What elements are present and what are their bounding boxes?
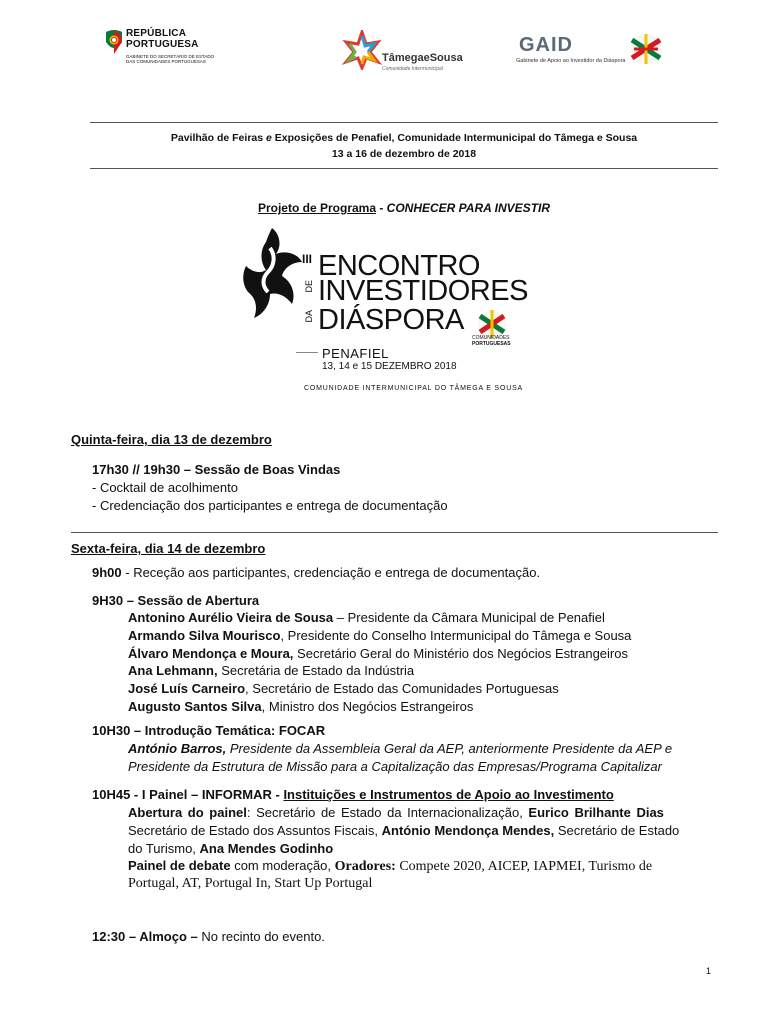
speaker-1: Antonino Aurélio Vieira de Sousa – Presidente da Câmara Municipal de Penafiel bbox=[128, 610, 605, 625]
event-dates: 13, 14 e 15 DEZEMBRO 2018 bbox=[322, 361, 457, 372]
thursday-heading: Quinta-feira, dia 13 de dezembro bbox=[71, 432, 272, 447]
diaspora-star-icon bbox=[240, 226, 304, 322]
event-cim: COMUNIDADE INTERMUNICIPAL DO TÂMEGA E SOUSA bbox=[304, 385, 524, 392]
project-title: Projeto de Programa - CONHECER PARA INVESTIR bbox=[257, 201, 551, 215]
thursday-item-2: - Credenciação dos participantes e entrega de documentação bbox=[92, 498, 448, 513]
speaker-6: Augusto Santos Silva, Ministro dos Negócios Estrangeiros bbox=[128, 699, 474, 714]
gaid-sub: Gabinete de Apoio ao Investidor da Diáspora bbox=[516, 58, 626, 64]
event-de: DE bbox=[304, 280, 314, 293]
tamega-sub: Comunidade Intermunicipal bbox=[382, 66, 443, 72]
tamega-star-icon bbox=[342, 30, 382, 70]
speaker-3: Álvaro Mendonça e Moura, Secretário Geral do Ministério dos Negócios Estrangeiros bbox=[128, 646, 628, 661]
tamega-sousa-logo bbox=[342, 26, 472, 76]
city-dash bbox=[296, 352, 318, 353]
event-logo bbox=[236, 222, 536, 402]
republica-sub-line1: GABINETE DO SECRETÁRIO DE ESTADO bbox=[126, 54, 215, 59]
event-line1: ENCONTRO bbox=[318, 250, 480, 282]
panel-debate-line-2: Portugal, AT, Portugal In, Start Up Portugal bbox=[128, 876, 373, 891]
day-divider bbox=[71, 532, 718, 533]
republica-line1: REPÚBLICA bbox=[126, 28, 187, 39]
venue-dates: 13 a 16 de dezembro de 2018 bbox=[331, 148, 477, 160]
panel-opening-line-2: Secretário de Estado dos Assuntos Fiscais, António Mendonça Mendes, Secretário de Estado bbox=[128, 823, 680, 838]
lunch: 12:30 – Almoço – No recinto do evento. bbox=[92, 929, 325, 944]
event-da: DA bbox=[304, 310, 314, 323]
event-line2: INVESTIDORES bbox=[318, 275, 528, 307]
project-label: Projeto de Programa bbox=[257, 201, 376, 215]
opening-title: 9H30 – Sessão de Abertura bbox=[92, 593, 260, 608]
panel-title: 10H45 - I Painel – INFORMAR - Instituições e Instrumentos de Apoio ao Investimento bbox=[92, 787, 614, 802]
intro-line-2: Presidente da Estrutura de Missão para a Capitalização das Empresas/Programa Capitalizar bbox=[128, 759, 662, 774]
header-logos bbox=[0, 0, 770, 110]
comunidades-label: COMUNIDADES PORTUGUESAS bbox=[472, 335, 511, 347]
event-line3: DIÁSPORA bbox=[318, 304, 464, 336]
portugal-emblem-icon bbox=[104, 28, 124, 54]
republica-sub-line2: DAS COMUNIDADES PORTUGUESAS bbox=[126, 59, 206, 64]
panel-debate-line-1: Painel de debate com moderação, Oradores: Compete 2020, AICEP, IAPMEI, Turismo de bbox=[128, 858, 653, 874]
friday-reception: 9h00 - Receção aos participantes, credenciação e entrega de documentação. bbox=[92, 565, 541, 580]
thursday-item-1: - Cocktail de acolhimento bbox=[92, 480, 238, 495]
page-number: 1 bbox=[706, 966, 712, 976]
event-city: PENAFIEL bbox=[322, 346, 389, 361]
tamega-name: TâmegaeSousa bbox=[382, 52, 463, 64]
intro-line-1: António Barros, Presidente da Assembleia Geral da AEP, anteriormente Presidente da AEP e bbox=[128, 741, 673, 756]
venue-line1: Pavilhão de Feiras e Exposições de Penafiel, Comunidade Intermunicipal do Tâmega e Sousa bbox=[170, 132, 638, 144]
speaker-4: Ana Lehmann, Secretária de Estado da Indústria bbox=[128, 663, 415, 678]
speaker-5: José Luís Carneiro, Secretário de Estado das Comunidades Portuguesas bbox=[128, 681, 559, 696]
panel-opening-line-3: do Turismo, Ana Mendes Godinho bbox=[128, 841, 334, 856]
gaid-logo bbox=[516, 34, 676, 74]
republica-portuguesa-logo bbox=[104, 28, 224, 86]
top-rule bbox=[90, 122, 718, 123]
republica-line2: PORTUGUESA bbox=[126, 39, 199, 50]
comunidades-ribbon-icon bbox=[628, 32, 664, 66]
friday-heading: Sexta-feira, dia 14 de dezembro bbox=[71, 541, 266, 556]
intro-title: 10H30 – Introdução Temática: FOCAR bbox=[92, 723, 326, 738]
thursday-session-title: 17h30 // 19h30 – Sessão de Boas Vindas bbox=[92, 462, 341, 477]
speaker-2: Armando Silva Mourisco, Presidente do Conselho Intermunicipal do Tâmega e Sousa bbox=[128, 628, 632, 643]
project-name: CONHECER PARA INVESTIR bbox=[386, 201, 551, 215]
panel-opening-line-1: Abertura do painel: Secretário de Estado da Internacionalização, Eurico Brilhante Dias bbox=[128, 805, 664, 820]
gaid-name: GAID bbox=[519, 34, 573, 56]
venue-info bbox=[90, 130, 718, 162]
event-edition: III bbox=[302, 252, 313, 266]
venue-bottom-rule bbox=[90, 168, 718, 169]
